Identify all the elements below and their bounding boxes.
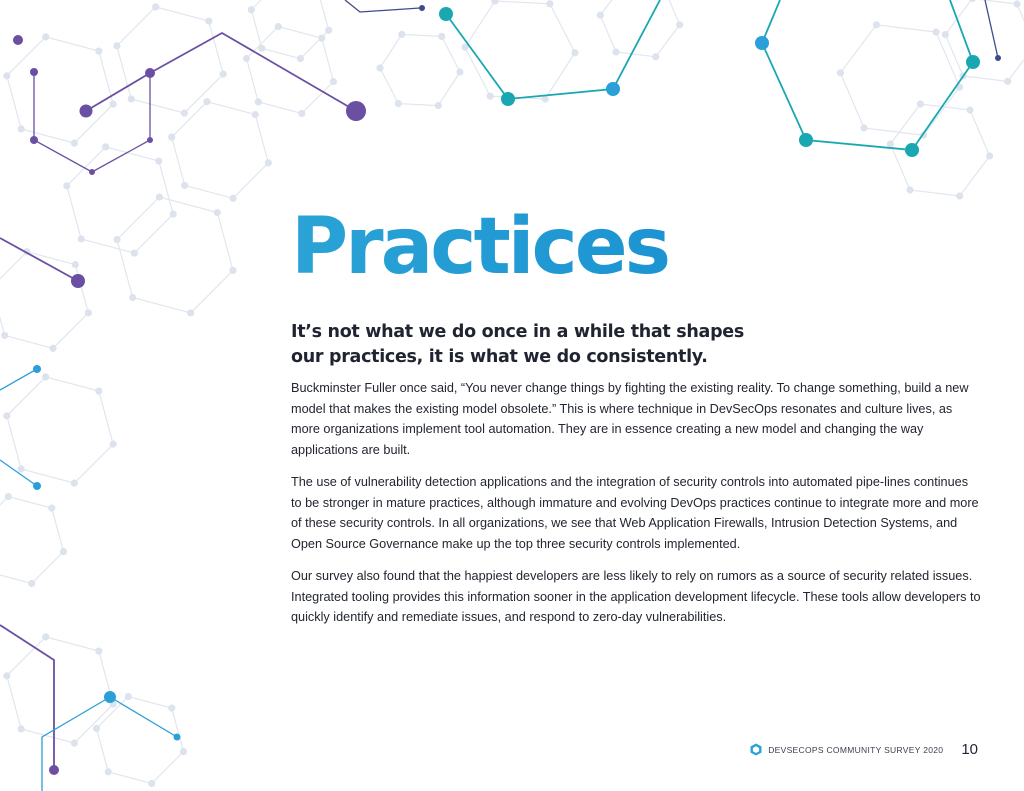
teal-node-2 — [501, 92, 515, 106]
purple-node-8 — [346, 101, 366, 121]
faint-node-15-5 — [966, 106, 973, 113]
faint-node-5-5 — [214, 209, 221, 216]
faint-node-6-0 — [85, 309, 92, 316]
faint-node-6-5 — [72, 261, 79, 268]
teal-path-1 — [446, 0, 660, 99]
purple-node-10 — [49, 765, 59, 775]
faint-node-16-1 — [652, 53, 659, 60]
subtitle-line-1: It’s not what we do once in a while that shapes — [291, 322, 744, 342]
faint-node-6-2 — [1, 332, 8, 339]
faint-node-9-3 — [3, 672, 10, 679]
faint-node-4-4 — [275, 23, 282, 30]
faint-node-1-1 — [181, 110, 188, 117]
faint-hexagon-11 — [465, 1, 575, 99]
faint-node-10-3 — [93, 725, 100, 732]
subtitle-line-2: our practices, it is what we do consistently. — [291, 347, 708, 367]
faint-node-3-3 — [168, 134, 175, 141]
faint-node-15-2 — [906, 186, 913, 193]
faint-node-0-4 — [42, 33, 49, 40]
faint-node-16-3 — [597, 12, 604, 19]
faint-node-2-4 — [102, 143, 109, 150]
teal-node-1 — [439, 7, 453, 21]
faint-node-9-2 — [18, 725, 25, 732]
purple-path-2 — [34, 72, 150, 172]
faint-node-15-3 — [887, 140, 894, 147]
faint-node-17-3 — [248, 6, 255, 13]
faint-node-13-3 — [837, 69, 844, 76]
purple-node-5 — [145, 68, 155, 78]
paragraph-2: The use of vulnerability detection applications and the integration of security controls into automated pipe-lines continues to be stronger in mature practices, although immature and evolving DevOps practices continue to integrate more and more of these security controls. In all organizations, we see that Web Application Firewalls, Intrusion Detection Systems, and Open Source Governance make up the top three security controls implemented. — [291, 475, 979, 551]
paragraph-3: Our survey also found that the happiest developers are less likely to rely on rumors as a source of security related issues. Integrated tooling provides this information sooner in the application development lifecycle. These tools allow developers to quickly identify and remediate issues, and respond to zero-day vulnerabilities. — [291, 569, 981, 624]
purple-node-6 — [147, 137, 153, 143]
faint-node-14-3 — [942, 31, 949, 38]
paragraph-1: Buckminster Fuller once said, “You never change things by fighting the existing reality. To change something, build a new model that makes the existing model obsolete.” This is where technique in DevSecOps resonates and culture lives, as more organizations implement tool automation. They are in essence creating a new model and changing the way applications are built. — [291, 381, 969, 457]
faint-node-7-0 — [110, 441, 117, 448]
faint-node-0-3 — [3, 72, 10, 79]
faint-node-7-2 — [18, 465, 25, 472]
blue-path-1 — [0, 369, 37, 390]
faint-node-3-5 — [252, 111, 259, 118]
purple-node-9 — [71, 274, 85, 288]
page-footer — [750, 741, 978, 758]
faint-node-2-1 — [131, 250, 138, 257]
faint-node-10-0 — [180, 748, 187, 755]
navy-path-1 — [345, 0, 420, 12]
purple-node-1 — [13, 35, 23, 45]
faint-node-12-1 — [435, 102, 442, 109]
navy-path-2 — [985, 0, 998, 58]
page-number: 10 — [961, 741, 978, 758]
faint-node-0-2 — [18, 125, 25, 132]
purple-path-3 — [0, 238, 78, 281]
faint-node-1-3 — [113, 42, 120, 49]
faint-node-7-1 — [71, 480, 78, 487]
faint-node-6-1 — [49, 345, 56, 352]
faint-node-3-0 — [265, 159, 272, 166]
faint-node-10-4 — [125, 693, 132, 700]
purple-node-4 — [80, 105, 93, 118]
blue-path-3 — [110, 697, 177, 737]
faint-node-7-3 — [3, 412, 10, 419]
faint-node-12-3 — [376, 64, 383, 71]
body-text — [291, 378, 981, 640]
faint-node-15-0 — [986, 152, 993, 159]
purple-node-3 — [30, 136, 38, 144]
faint-node-10-1 — [148, 780, 155, 787]
faint-node-11-2 — [487, 93, 494, 100]
faint-node-9-4 — [42, 633, 49, 640]
faint-node-13-5 — [932, 28, 939, 35]
faint-node-12-0 — [456, 68, 463, 75]
navy-node-1 — [419, 5, 425, 11]
faint-node-12-4 — [398, 31, 405, 38]
faint-node-14-1 — [1004, 78, 1011, 85]
faint-node-12-2 — [395, 100, 402, 107]
faint-node-15-1 — [956, 192, 963, 199]
blue-node-5 — [104, 691, 116, 703]
teal-node-4 — [905, 143, 919, 157]
page-subtitle — [291, 320, 811, 370]
faint-node-2-2 — [78, 235, 85, 242]
faint-node-9-5 — [95, 647, 102, 654]
faint-node-17-1 — [297, 55, 304, 62]
faint-node-8-4 — [5, 493, 12, 500]
footer-label: DEVSECOPS COMMUNITY SURVEY 2020 — [768, 744, 944, 755]
navy-node-2 — [995, 55, 1001, 61]
faint-node-9-1 — [71, 740, 78, 747]
faint-node-10-2 — [105, 768, 112, 775]
blue-node-3 — [33, 365, 41, 373]
blue-path-2 — [0, 460, 37, 486]
faint-node-7-5 — [95, 387, 102, 394]
faint-node-4-3 — [243, 55, 250, 62]
faint-node-17-0 — [325, 27, 332, 34]
faint-node-13-4 — [873, 21, 880, 28]
teal-node-5 — [966, 55, 980, 69]
faint-node-13-2 — [860, 124, 867, 131]
faint-hexagon-16 — [600, 0, 679, 57]
faint-node-3-1 — [229, 195, 236, 202]
faint-node-0-1 — [71, 140, 78, 147]
faint-node-5-3 — [113, 236, 120, 243]
faint-node-4-1 — [298, 110, 305, 117]
purple-node-7 — [89, 169, 95, 175]
faint-node-5-2 — [129, 294, 136, 301]
blue-node-2 — [755, 36, 769, 50]
blue-node-4 — [33, 482, 41, 490]
teal-node-3 — [799, 133, 813, 147]
purple-node-2 — [30, 68, 38, 76]
faint-node-8-0 — [60, 548, 67, 555]
page-title: Practices — [291, 202, 669, 292]
faint-node-15-4 — [917, 100, 924, 107]
blue-node-6 — [174, 734, 181, 741]
faint-node-16-0 — [676, 21, 683, 28]
faint-node-12-5 — [438, 33, 445, 40]
faint-node-11-0 — [571, 49, 578, 56]
faint-node-3-2 — [181, 182, 188, 189]
faint-node-5-4 — [156, 193, 163, 200]
faint-node-5-0 — [229, 267, 236, 274]
faint-node-16-2 — [612, 48, 619, 55]
faint-node-11-5 — [546, 0, 553, 7]
faint-node-0-0 — [110, 101, 117, 108]
purple-path-4 — [0, 625, 54, 770]
faint-node-4-5 — [318, 35, 325, 42]
faint-node-2-0 — [170, 211, 177, 218]
faint-node-17-2 — [258, 45, 265, 52]
faint-node-8-1 — [28, 580, 35, 587]
faint-node-0-5 — [95, 47, 102, 54]
faint-node-1-5 — [205, 17, 212, 24]
faint-node-14-5 — [1013, 0, 1020, 7]
faint-node-4-2 — [255, 98, 262, 105]
faint-node-7-4 — [42, 373, 49, 380]
faint-node-4-0 — [330, 78, 337, 85]
faint-hexagon-12 — [380, 34, 460, 105]
faint-node-10-5 — [168, 705, 175, 712]
faint-node-2-5 — [155, 157, 162, 164]
faint-node-8-5 — [48, 505, 55, 512]
faint-hexagon-13 — [840, 25, 959, 135]
faint-node-3-4 — [203, 98, 210, 105]
faint-hexagon-14 — [945, 0, 1024, 81]
blue-node-1 — [606, 82, 620, 96]
faint-node-1-0 — [220, 71, 227, 78]
faint-node-1-4 — [152, 3, 159, 10]
faint-node-2-3 — [63, 182, 70, 189]
faint-node-5-1 — [187, 309, 194, 316]
hexagon-logo-icon — [750, 743, 762, 756]
faint-node-1-2 — [128, 95, 135, 102]
